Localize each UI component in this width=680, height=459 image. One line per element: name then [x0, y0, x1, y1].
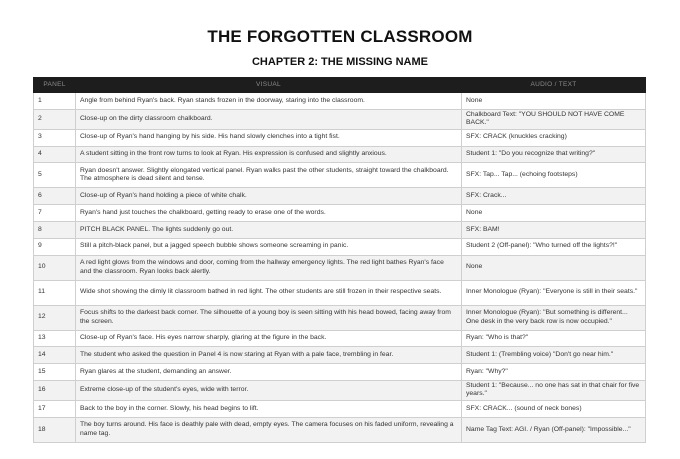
table-row — [34, 238, 646, 255]
visual-description-cell: Still a pitch-black panel, but a jagged speech bubble shows someone screaming in panic. — [76, 238, 462, 255]
table-row — [34, 305, 646, 330]
panel-number-cell: 5 — [34, 163, 76, 188]
visual-description-cell: Close-up of Ryan's hand holding a piece of white chalk. — [76, 188, 462, 205]
table-row — [34, 400, 646, 417]
audio-text-cell: SFX: CRACK (knuckles cracking) — [462, 129, 646, 146]
panel-number-cell: 3 — [34, 129, 76, 146]
audio-column-header: AUDIO / TEXT — [462, 78, 646, 93]
visual-description-cell: The boy turns around. His face is deathly pale with dead, empty eyes. The camera focuses on his faded uniform, revealing a name tag. — [76, 417, 462, 442]
visual-description-cell: Back to the boy in the corner. Slowly, his head begins to lift. — [76, 400, 462, 417]
audio-text-cell: Student 1: "Because... no one has sat in that chair for five years." — [462, 380, 646, 400]
table-row — [34, 129, 646, 146]
visual-description-cell: Wide shot showing the dimly lit classroom bathed in red light. The other students are still frozen in their respective seats. — [76, 280, 462, 305]
visual-description-cell: Angle from behind Ryan's back. Ryan stands frozen in the doorway, staring into the classroom. — [76, 93, 462, 110]
audio-text-cell: Chalkboard Text: "YOU SHOULD NOT HAVE COME BACK." — [462, 109, 646, 129]
audio-text-cell: SFX: CRACK... (sound of neck bones) — [462, 400, 646, 417]
table-row — [34, 93, 646, 110]
chapter-subtitle: CHAPTER 2: THE MISSING NAME — [251, 56, 428, 68]
page-title: THE FORGOTTEN CLASSROOM — [207, 27, 473, 46]
panel-number-cell: 12 — [34, 305, 76, 330]
table-row — [34, 188, 646, 205]
table-row — [34, 205, 646, 222]
panel-number-cell: 4 — [34, 146, 76, 163]
visual-description-cell: The student who asked the question in Panel 4 is now staring at Ryan with a pale face, trembling in fear. — [76, 347, 462, 364]
visual-description-cell: Close-up of Ryan's face. His eyes narrow sharply, glaring at the figure in the back. — [76, 330, 462, 347]
panel-number-cell: 1 — [34, 93, 76, 110]
audio-text-cell: None — [462, 93, 646, 110]
panel-number-cell: 7 — [34, 205, 76, 222]
panel-number-cell: 13 — [34, 330, 76, 347]
panel-column-header: PANEL — [34, 78, 76, 93]
table-row — [34, 280, 646, 305]
audio-text-cell: SFX: Crack... — [462, 188, 646, 205]
audio-text-cell: Ryan: "Why?" — [462, 364, 646, 381]
panel-number-cell: 16 — [34, 380, 76, 400]
panel-number-cell: 17 — [34, 400, 76, 417]
audio-text-cell: Inner Monologue (Ryan): "But something is different... One desk in the very back row is now occupied." — [462, 305, 646, 330]
visual-description-cell: Close-up on the dirty classroom chalkboard. — [76, 109, 462, 129]
visual-description-cell: A student sitting in the front row turns to look at Ryan. His expression is confused and slightly anxious. — [76, 146, 462, 163]
audio-text-cell: None — [462, 205, 646, 222]
table-row — [34, 146, 646, 163]
table-row — [34, 163, 646, 188]
audio-text-cell: SFX: Tap... Tap... (echoing footsteps) — [462, 163, 646, 188]
audio-text-cell: SFX: BAM! — [462, 221, 646, 238]
table-row — [34, 380, 646, 400]
table-header-row — [34, 78, 646, 93]
panel-number-cell: 2 — [34, 109, 76, 129]
panel-number-cell: 6 — [34, 188, 76, 205]
panel-number-cell: 11 — [34, 280, 76, 305]
table-row — [34, 109, 646, 129]
panel-number-cell: 14 — [34, 347, 76, 364]
panel-number-cell: 9 — [34, 238, 76, 255]
visual-description-cell: PITCH BLACK PANEL. The lights suddenly go out. — [76, 221, 462, 238]
visual-description-cell: Close-up of Ryan's hand hanging by his side. His hand slowly clenches into a tight fist. — [76, 129, 462, 146]
visual-column-header: VISUAL — [76, 78, 462, 93]
visual-description-cell: Focus shifts to the darkest back corner. The silhouette of a young boy is seen sitting with his head bowed, facing away from the screen. — [76, 305, 462, 330]
visual-description-cell: A red light glows from the windows and door, coming from the hallway emergency lights. The red light bathes Ryan's face and the classroom. Ryan looks back alertly. — [76, 255, 462, 280]
table-row — [34, 347, 646, 364]
audio-text-cell: None — [462, 255, 646, 280]
panel-number-cell: 8 — [34, 221, 76, 238]
panel-number-cell: 10 — [34, 255, 76, 280]
panel-number-cell: 15 — [34, 364, 76, 381]
visual-description-cell: Ryan's hand just touches the chalkboard, getting ready to erase one of the words. — [76, 205, 462, 222]
audio-text-cell: Student 1: (Trembling voice) "Don't go near him." — [462, 347, 646, 364]
panel-number-cell: 18 — [34, 417, 76, 442]
visual-description-cell: Extreme close-up of the student's eyes, wide with terror. — [76, 380, 462, 400]
table-row — [34, 364, 646, 381]
table-body — [34, 93, 646, 443]
table-row — [34, 417, 646, 442]
visual-description-cell: Ryan doesn't answer. Slightly elongated vertical panel. Ryan walks past the other students, straight toward the chalkboard. The atmosphere is dead silent and tense. — [76, 163, 462, 188]
audio-text-cell: Inner Monologue (Ryan): "Everyone is still in their seats." — [462, 280, 646, 305]
table-row — [34, 255, 646, 280]
panel-script-table — [33, 77, 646, 443]
audio-text-cell: Student 2 (Off-panel): "Who turned off the lights?!" — [462, 238, 646, 255]
audio-text-cell: Ryan: "Who is that?" — [462, 330, 646, 347]
audio-text-cell: Name Tag Text: AGI. / Ryan (Off-panel): "Impossible..." — [462, 417, 646, 442]
table-row — [34, 221, 646, 238]
table-row — [34, 330, 646, 347]
visual-description-cell: Ryan glares at the student, demanding an answer. — [76, 364, 462, 381]
audio-text-cell: Student 1: "Do you recognize that writing?" — [462, 146, 646, 163]
